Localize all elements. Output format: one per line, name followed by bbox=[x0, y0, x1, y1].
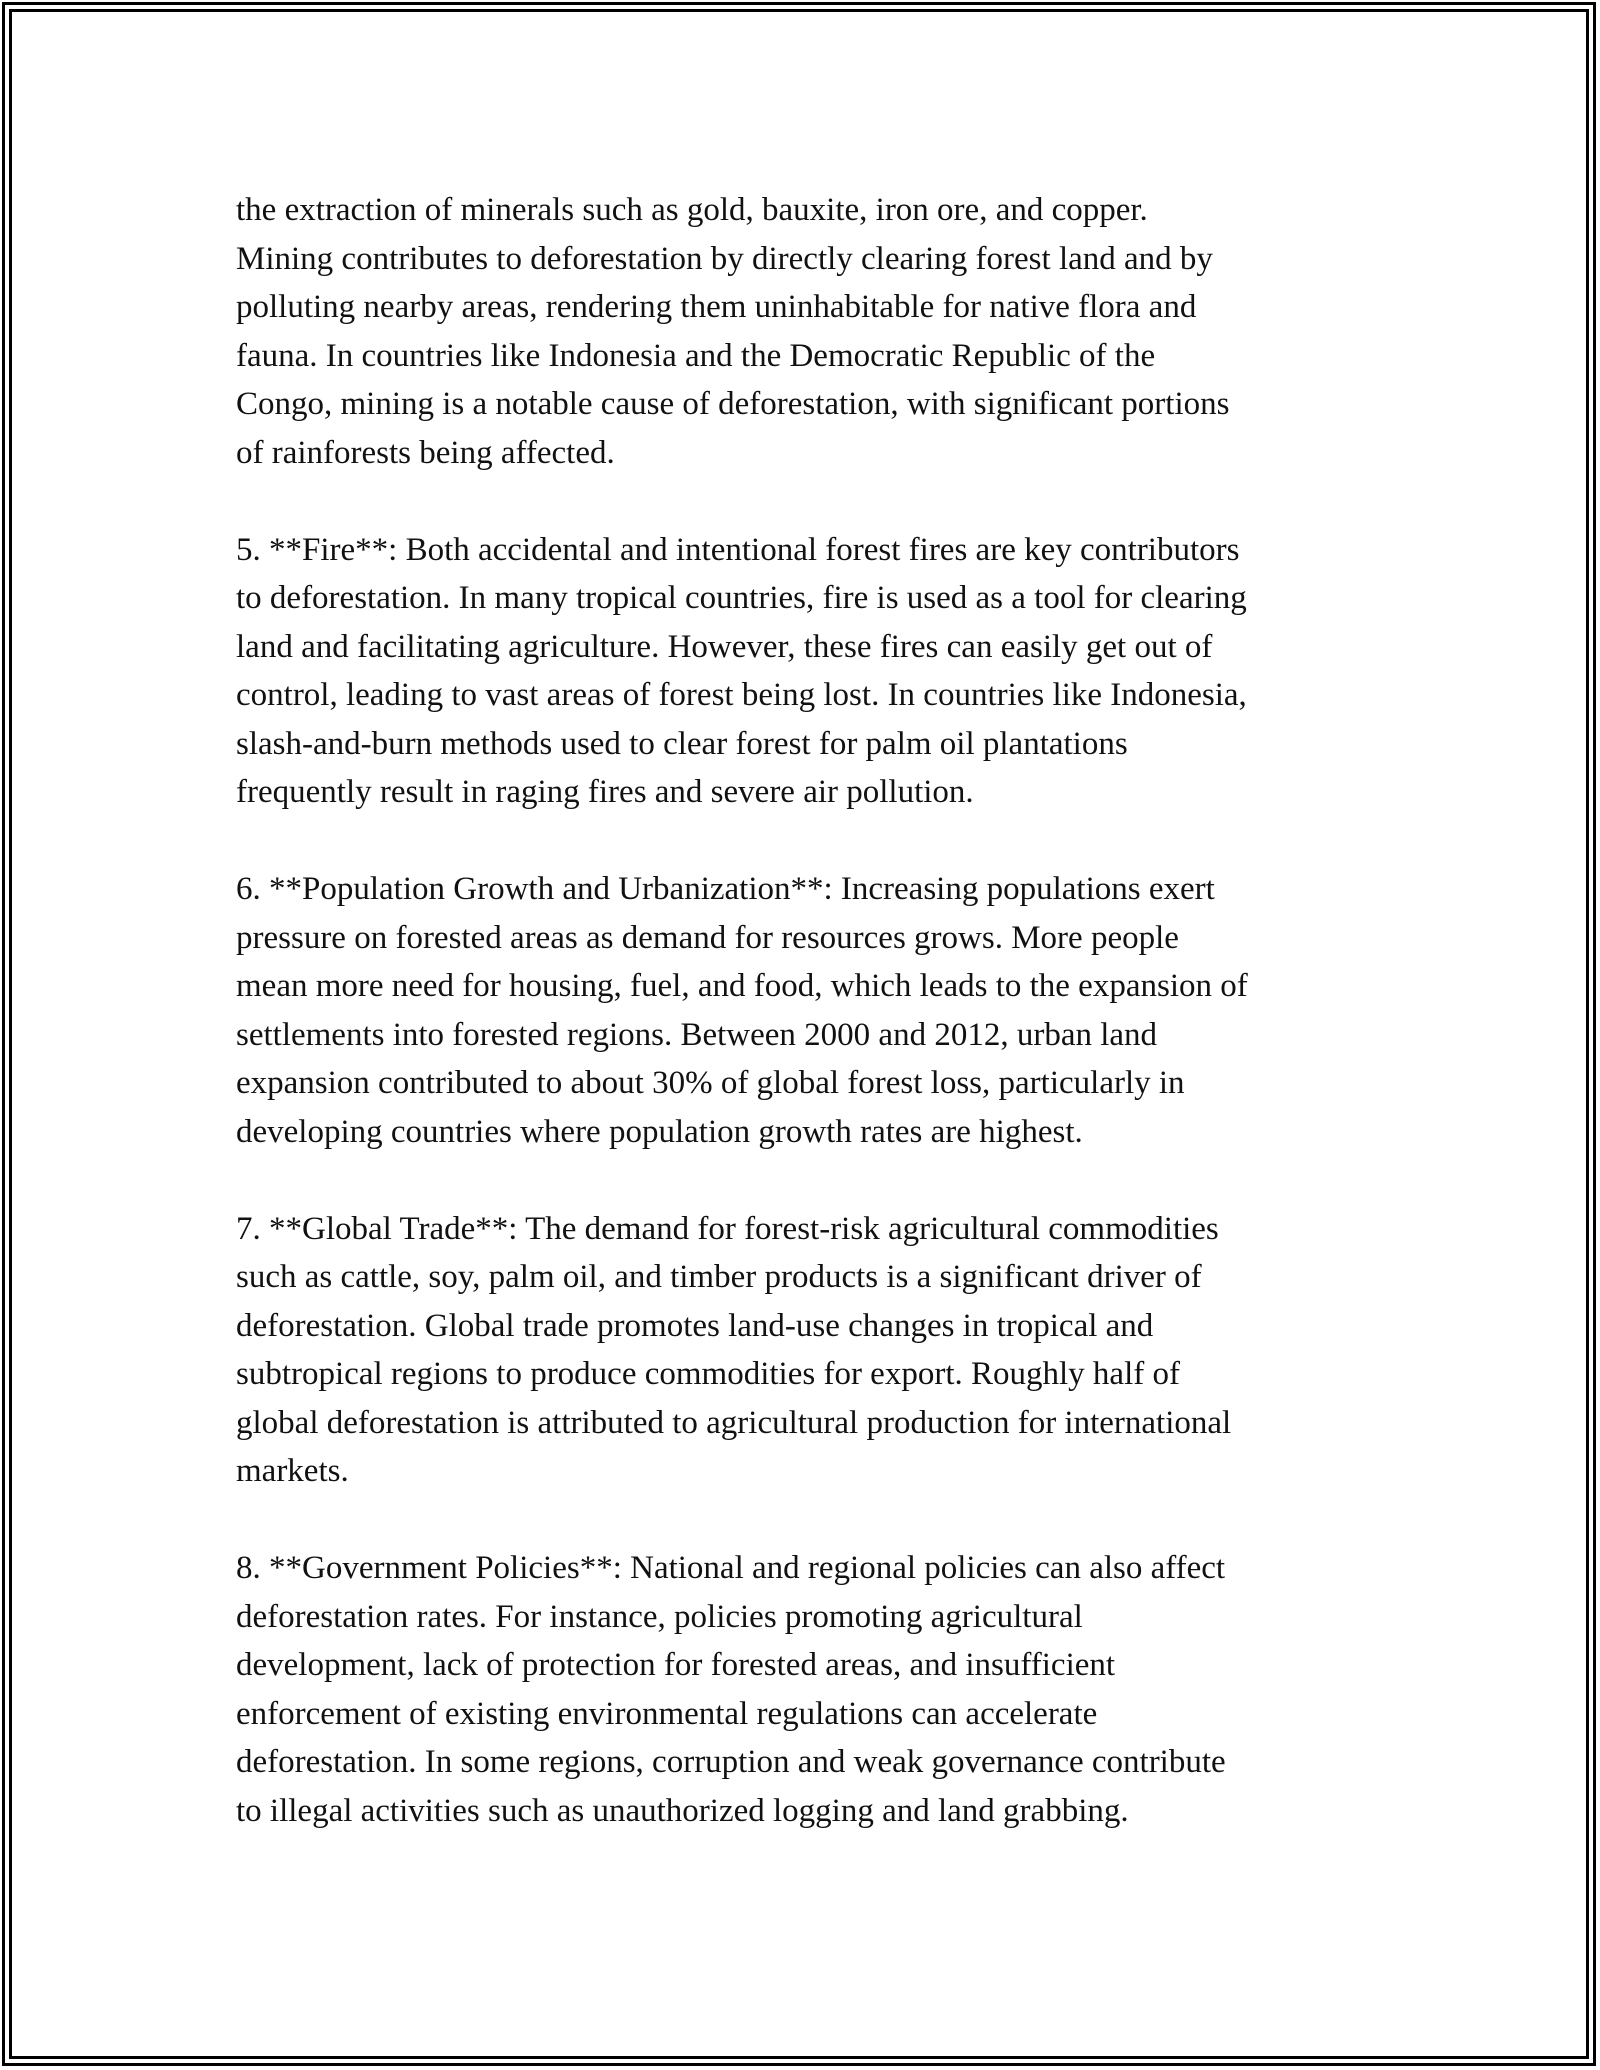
paragraph-global-trade: 7. **Global Trade**: The demand for forest-risk agricultural commodities such as cattle, soy, palm oil, and timber products is a significant driver of deforestation. Global trade promotes land-use changes in tropical and subtropical regions to produce commodities for export. Roughly half of global deforestation is attributed to agricultural production for international markets. bbox=[236, 1210, 1232, 1489]
paragraph-population-growth: 6. **Population Growth and Urbanization**: Increasing populations exert pressure on forested areas as demand for resources grows. More people mean more need for housing, fuel, and food, which leads to the expansion of settlements into forested regions. Between 2000 and 2012, urban land expansion contributed to about 30% of global forest loss, particularly in developing countries where population growth rates are highest. bbox=[236, 871, 1248, 1150]
paragraph-mining-continued: the extraction of minerals such as gold, bauxite, iron ore, and copper. Mining contributes to deforestation by directly clearing forest land and by polluting nearby areas, rendering them uninhabitable for native flora and fauna. In countries like Indonesia and the Democratic Republic of the Congo, mining is a notable cause of deforestation, with significant portions of rainforests being affected. bbox=[236, 192, 1230, 471]
paragraph-government-policies: 8. **Government Policies**: National and regional policies can also affect deforestation rates. For instance, policies promoting agricultural development, lack of protection for forested areas, and insufficient enforcement of existing environmental regulations can accelerate deforestation. In some regions, corruption and weak governance contribute to illegal activities such as unauthorized logging and land grabbing. bbox=[236, 1550, 1226, 1829]
document-body bbox=[236, 186, 1386, 1884]
paragraph-fire: 5. **Fire**: Both accidental and intentional forest fires are key contributors to deforestation. In many tropical countries, fire is used as a tool for clearing land and facilitating agriculture. However, these fires can easily get out of control, leading to vast areas of forest being lost. In countries like Indonesia, slash-and-burn methods used to clear forest for palm oil plantations frequently result in raging fires and severe air pollution. bbox=[236, 531, 1247, 810]
